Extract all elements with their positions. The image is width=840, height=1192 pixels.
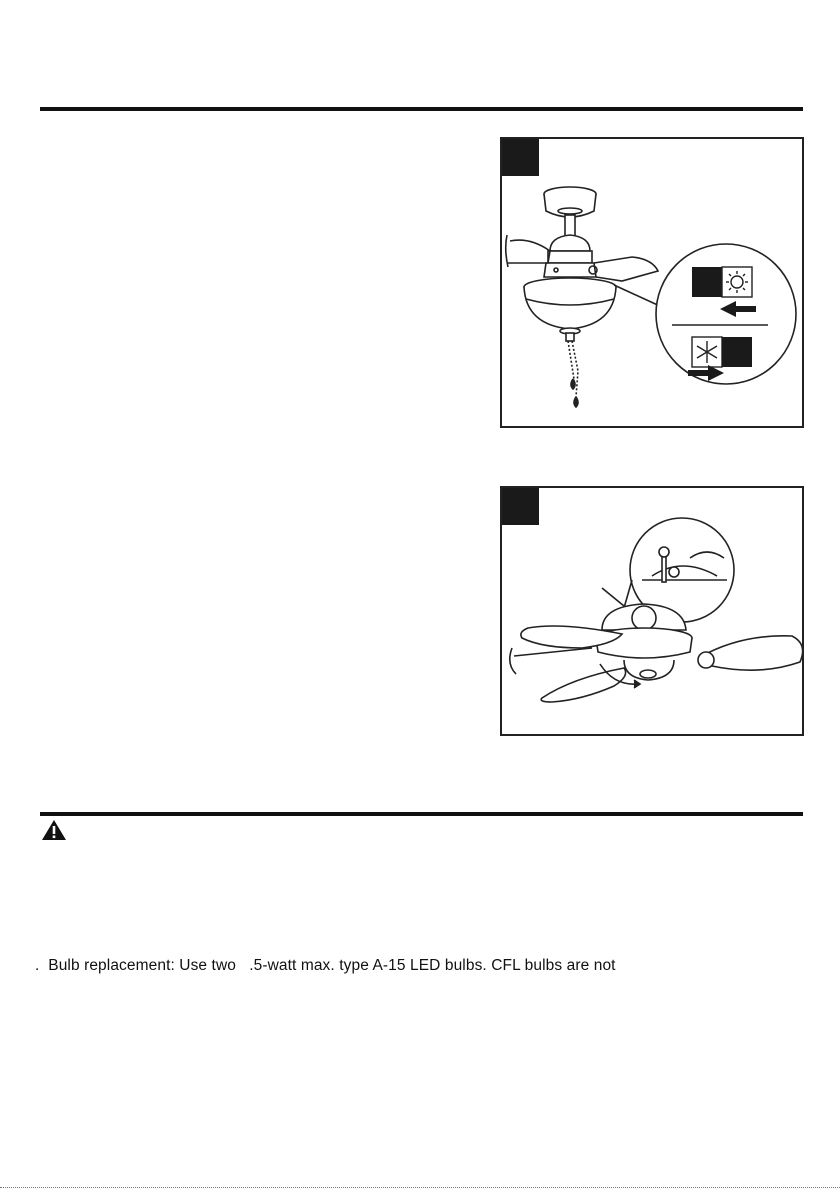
- instruction-number: .: [35, 957, 40, 974]
- fan-blades-illustration: [502, 488, 802, 734]
- instruction-text: Bulb replacement: Use two .5-watt max. type A-15 LED bulbs. CFL bulbs are not: [48, 957, 616, 974]
- top-divider-rule: [40, 107, 803, 111]
- page-bottom-edge: [0, 1187, 840, 1188]
- figure-reverse-switch: [500, 137, 804, 428]
- figure-pull-chain: [500, 486, 804, 736]
- warning-divider-rule: [40, 812, 803, 816]
- fan-light-kit-illustration: [502, 139, 802, 426]
- bulb-replacement-instruction: [35, 957, 616, 975]
- warning-triangle-icon: [41, 819, 67, 841]
